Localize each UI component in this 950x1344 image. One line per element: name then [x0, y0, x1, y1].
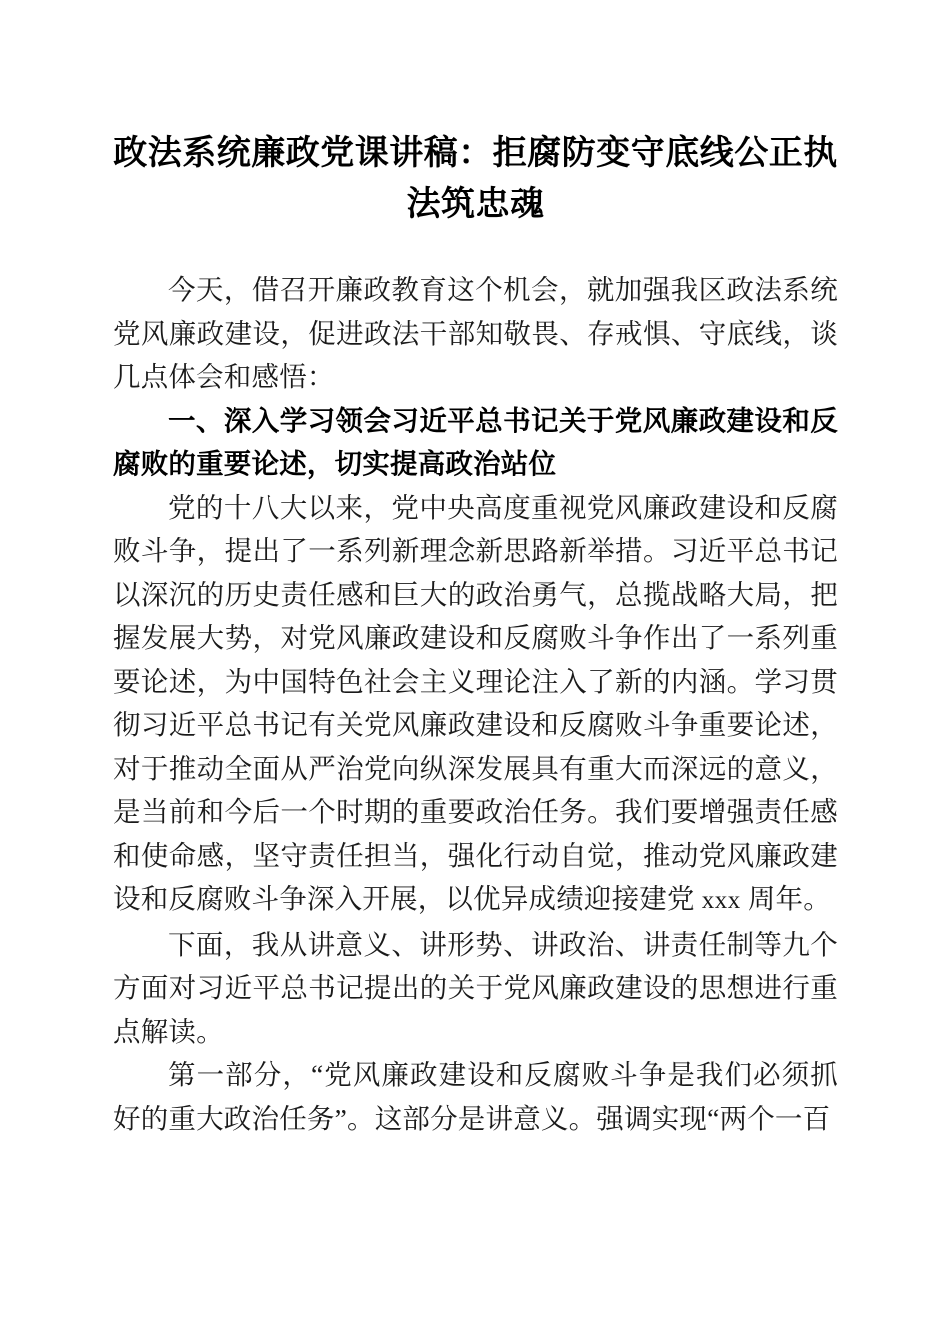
paragraph-intro: 今天，借召开廉政教育这个机会，就加强我区政法系统党风廉政建设，促进政法干部知敬畏、存戒惧、守底线，谈几点体会和感悟： — [113, 274, 838, 392]
anniversary-placeholder: xxx — [701, 887, 741, 914]
document-title-line-1: 政法系统廉政党课讲稿：拒腐防变守底线公正 — [113, 135, 804, 172]
document-title-line-2: 执法筑忠魂 — [406, 135, 838, 223]
section-heading-one: 一、深入学习领会习近平总书记关于党风廉政建设和反腐败的重要论述，切实提高政治站位 — [113, 404, 838, 479]
paragraph-body-2: 下面，我从讲意义、讲形势、讲政治、讲责任制等九个方面对习近平总书记提出的关于党风廉政建设的思想进行重点解读。 — [113, 928, 838, 1047]
title-body-spacer — [113, 230, 838, 268]
page-content — [113, 0, 838, 1140]
paragraph-body-3: 第一部分，“党风廉政建设和反腐败斗争是我们必须抓好的重大政治任务”。这部分是讲意义。强调实现“两个一百 — [113, 1059, 838, 1134]
document-title — [113, 0, 838, 230]
paragraph-body-1-part-a: 党的十八大以来，党中央高度重视党风廉政建设和反腐败斗争，提出了一系列新理念新思路新举措。习近平总书记以深沉的历史责任感和巨大的政治勇气，总揽战略大局，把握发展大势，对党风廉政建设和反腐败斗争作出了一系列重要论述，为中国特色社会主义理论注入了新的内涵。学习贯彻习近平总书记有关党风廉政建设和反腐败斗争重要论述，对于推动全面从严治党向纵深发展具有重大而深远的意义，是当前和今后一个时期的重要政治任务。我们要增强责任感和使命感，坚守责任担当，强化行动自觉，推动党风廉政建设和反腐败斗争深入开展，以优异成绩迎接建党 — [113, 491, 838, 914]
paragraph-body-1 — [113, 486, 838, 923]
paragraph-body-1-part-b: 周年。 — [740, 883, 831, 914]
